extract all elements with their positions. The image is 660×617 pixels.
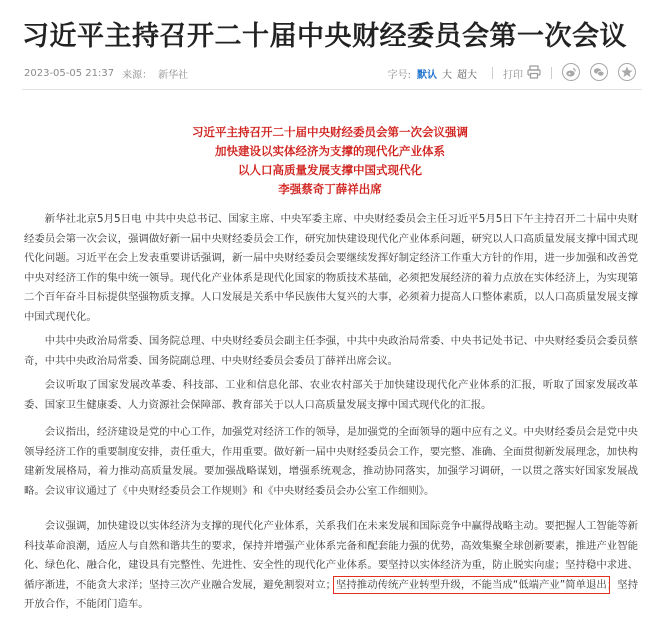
body-paragraph-emphasis (24, 517, 638, 615)
headline-line: 加快建设以实体经济为支撑的现代化产业体系 (215, 144, 445, 158)
headline-line: 习近平主持召开二十届中央财经委员会第一次会议强调 (192, 125, 468, 139)
article-title: 习近平主持召开二十届中央财经委员会第一次会议 (22, 21, 627, 52)
body-paragraph: 中共中央政治局常委、国务院总理、中央财经委员会副主任李强，中共中央政治局常委、中央书记处书记、中央财经委员会委员蔡奇，中共中央政治局常委、国务院副总理、中央财经委员会委员丁薛祥出席会议。 (24, 335, 638, 367)
wechat-icon[interactable] (590, 63, 608, 84)
font-size-default[interactable]: 默认 (417, 69, 437, 81)
article-meta (24, 63, 644, 83)
body-paragraph: 会议指出，经济建设是党的中心工作，加强党对经济工作的领导，是加强党的全面领导的题中应有之义。中央财经委员会是党中央领导经济工作的重要制度安排，责任重大，作用重要。做好新一届中央财经委员会工作，要完整、准确、全面贯彻新发展理念，加快构建新发展格局，着力推动高质量发展。要加强战略谋划，增强系统观念，推动协同落实，加强学习调研，一以贯之落实好国家发展战略。会议审议通过了《中央财经委员会工作规则》和《中央财经委员会办公室工作细则》。 (24, 426, 638, 497)
paragraph-text: 会议强调，加快建设以实体经济为支撑的现代化产业体系，关系我们在未来发展和国际竞争中赢得战略主动。要把握人工智能等新科技革命浪潮，适应人与自然和谐共生的要求，保持并增强产业体系完备和配套能力强的优势，高效集聚全球创新要素，推进产业智能化、绿色化、融合化，建设具有完整性、先进性、安全性的现代化产业体系。要坚持以实体经济为重，防止脱实向虚；坚持稳中求进、循序渐进，不能贪大求洋；坚持三次产业融合发展，避免割裂对立； (24, 520, 638, 591)
publish-date: 2023-05-05 21:37 (24, 67, 115, 79)
source-label: 来源： (122, 69, 153, 81)
body-paragraph: 新华社北京5月5日电 中共中央总书记、国家主席、中央军委主席、中央财经委员会主任习近平5月5日下午主持召开二十届中央财经委员会第一次会议，强调做好新一届中央财经委员会工作，研究加快建设现代化产业体系问题，研究以人口高质量发展支撑中国式现代化问题。习近平在会上发表重要讲话强调，新一届中央财经委员会要继续发挥好制定经济工作重大方针的作用，进一步加强和改善党中央对经济工作的集中统一领导。现代化产业体系是现代化国家的物质技术基础，必须把发展经济的着力点放在实体经济上，为实现第二个百年奋斗目标提供坚强物质支撑。人口发展是关系中华民族伟大复兴的大事，必须着力提高人口整体素质，以人口高质量发展支撑中国式现代化。 (24, 213, 638, 323)
font-size-label: 字号: (387, 69, 411, 81)
headline-line: 李强蔡奇丁薛祥出席 (278, 182, 382, 196)
divider (492, 67, 493, 79)
article-tools (388, 63, 636, 83)
paragraph-text: ；坚持开放合作，不能闭门造车。 (24, 578, 639, 610)
divider (551, 67, 552, 79)
title-divider (22, 89, 642, 90)
weibo-icon[interactable] (562, 63, 580, 84)
source-name: 新华社 (158, 69, 189, 81)
print-icon[interactable] (527, 65, 541, 82)
qzone-icon[interactable] (618, 63, 636, 84)
headline-line: 以人口高质量发展支撑中国式现代化 (238, 163, 422, 177)
print-button[interactable]: 打印 (503, 69, 523, 81)
body-paragraph: 会议听取了国家发展改革委、科技部、工业和信息化部、农业农村部关于加快建设现代化产业体系的汇报，听取了国家发展改革委、国家卫生健康委、人力资源社会保障部、教育部关于以人口高质量发展支撑中国式现代化的汇报。 (24, 379, 638, 411)
font-size-large[interactable]: 大 (442, 69, 452, 81)
highlighted-phrase: 坚持推动传统产业转型升级，不能当成“低端产业”简单退出 (336, 578, 607, 591)
font-size-xlarge[interactable]: 超大 (457, 69, 477, 81)
